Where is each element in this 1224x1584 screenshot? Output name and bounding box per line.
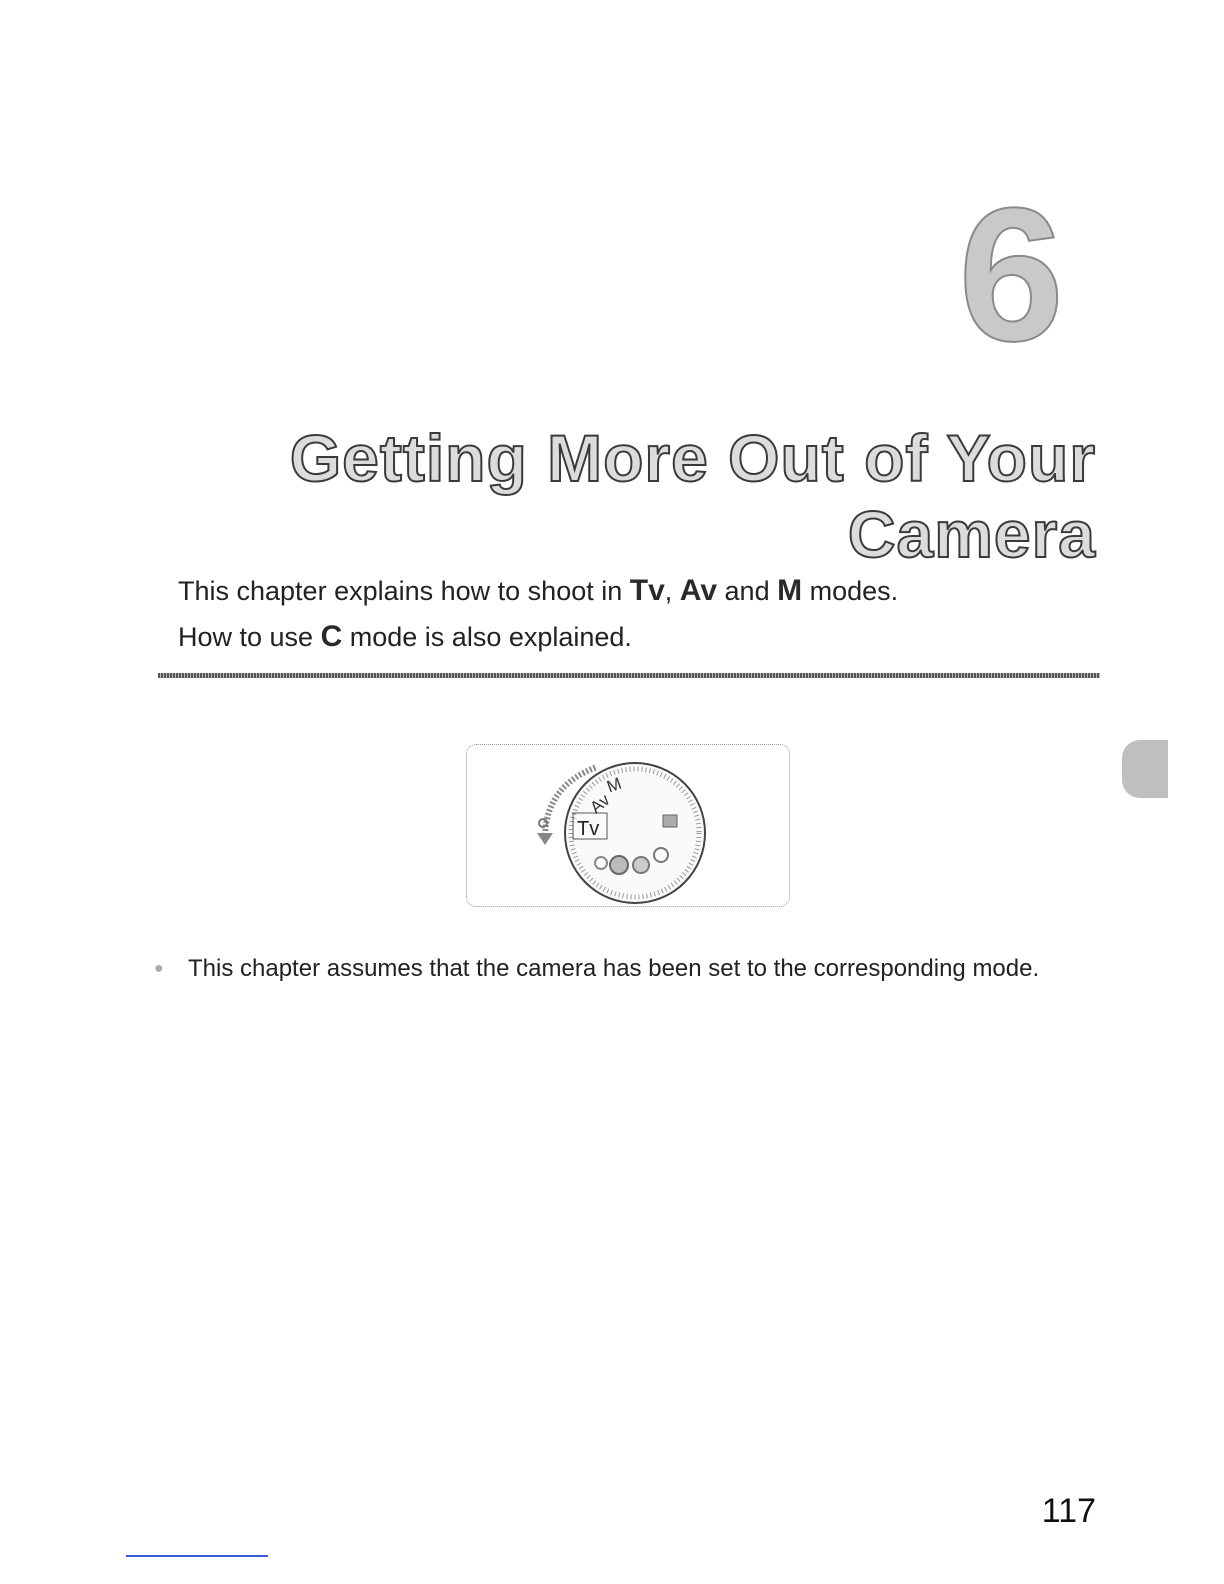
bullet-icon: ●	[154, 960, 164, 977]
chapter-number: 6	[958, 169, 1064, 381]
intro-line-2	[178, 614, 1078, 660]
intro-text	[178, 568, 1078, 660]
section-divider	[158, 673, 1100, 678]
mode-tv-label: Tv	[629, 574, 665, 607]
dial-label-av: Av	[586, 790, 614, 818]
dial-mode-icon-3	[633, 857, 649, 873]
mode-dial-illustration	[466, 744, 790, 907]
dial-mode-icon-2	[610, 856, 628, 874]
intro-line1-suffix: modes.	[802, 576, 899, 606]
mode-dial-graphic	[467, 745, 791, 908]
dial-label-m: M	[604, 773, 625, 797]
dial-label-tv: Tv	[577, 818, 600, 840]
bullet-note	[154, 952, 1114, 986]
chapter-title-line1: Getting More Out of Your	[289, 421, 1096, 495]
intro-line1-prefix: This chapter explains how to shoot in	[178, 576, 630, 606]
mode-av-label: Av	[679, 574, 718, 607]
mode-c-label: C	[320, 620, 343, 653]
intro-line-1	[178, 568, 1078, 614]
rotation-arrowhead	[537, 833, 553, 845]
intro-sep-2: and	[717, 576, 778, 606]
chapter-title	[196, 420, 1096, 572]
movie-mode-icon	[663, 815, 677, 827]
footer-link-rule	[126, 1555, 268, 1557]
side-tab-marker	[1122, 740, 1168, 798]
intro-sep-1: ,	[664, 576, 680, 606]
chapter-title-line2: Camera	[847, 497, 1096, 571]
bullet-text: This chapter assumes that the camera has been set to the corresponding mode.	[188, 955, 1040, 982]
page-number: 117	[1041, 1492, 1096, 1530]
intro-line2-prefix: How to use	[178, 622, 321, 652]
mode-m-label: M	[777, 574, 803, 607]
intro-line2-suffix: mode is also explained.	[349, 622, 632, 652]
